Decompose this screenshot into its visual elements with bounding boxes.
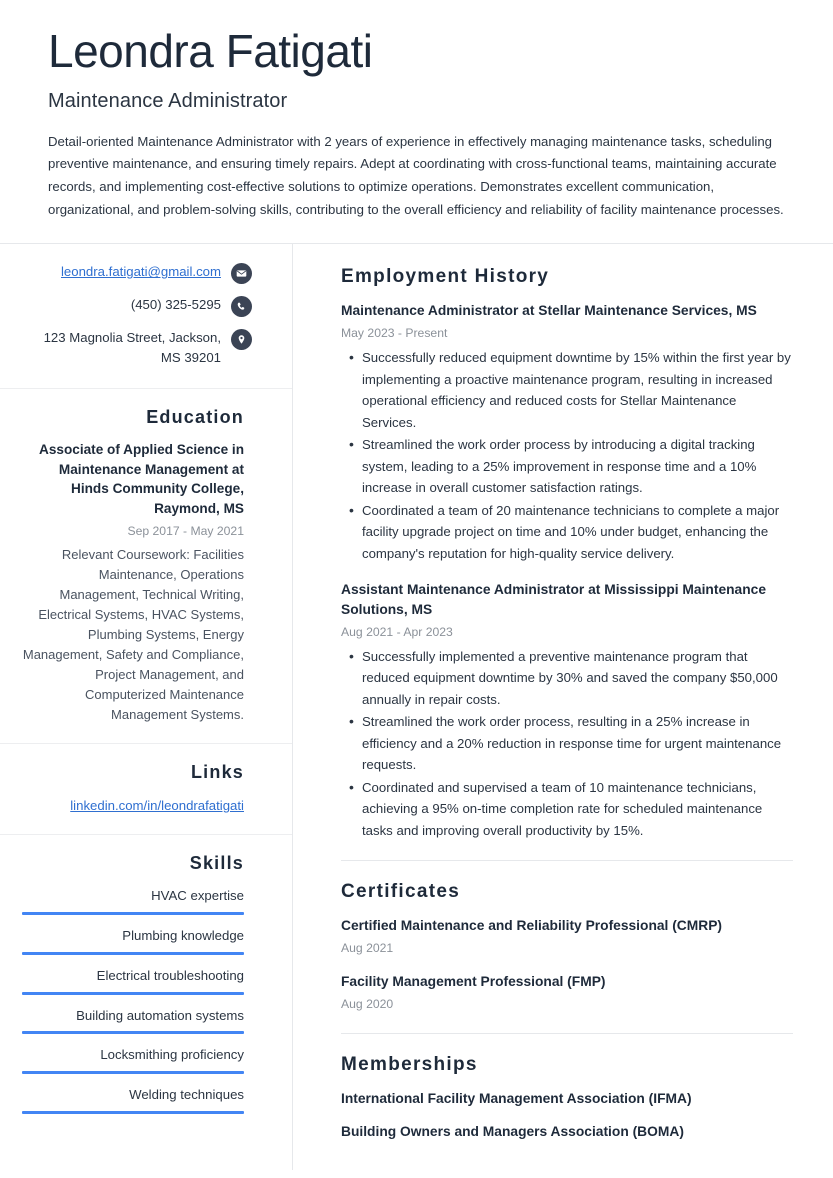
employment-bullets — [341, 646, 793, 842]
employment-title: Assistant Maintenance Administrator at Mississippi Maintenance Solutions, MS — [341, 582, 766, 617]
skill-item — [22, 966, 244, 995]
employment-dates: Aug 2021 - Apr 2023 — [341, 624, 453, 639]
certificate-dates: Aug 2021 — [341, 941, 394, 956]
employment-title: Maintenance Administrator at Stellar Maintenance Services, MS — [341, 303, 757, 319]
skill-name: HVAC expertise — [151, 888, 244, 904]
contact-phone-row[interactable] — [22, 295, 252, 317]
link-item-linkedin[interactable]: linkedin.com/in/leondrafatigati — [70, 798, 244, 814]
skill-name: Plumbing knowledge — [122, 928, 244, 944]
contact-block — [0, 244, 292, 388]
phone-value: (450) 325-5295 — [130, 297, 221, 313]
skill-name: Welding techniques — [129, 1087, 244, 1103]
employment-heading: Employment History — [341, 266, 550, 288]
skill-level-bar — [22, 1111, 244, 1114]
certificate-entry — [341, 916, 793, 957]
bullet-item: • Streamlined the work order process, resulting in a 25% increase in efficiency and a 20% reduction in response time for urgent maintenance requests. — [362, 711, 793, 776]
skills-section — [0, 835, 292, 1134]
bullet-item: • Successfully implemented a preventive maintenance program that reduced equipment downtime by 30% and saved the company $50,000 annually in repair costs. — [362, 646, 793, 711]
bullet-item: • Coordinated a team of 20 maintenance technicians to complete a major facility upgrade project on time and 10% under budget, enhancing the company's reputation for high-quality service delivery. — [362, 500, 793, 565]
skill-item — [22, 926, 244, 955]
job-title: Maintenance Administrator — [48, 89, 288, 112]
education-entry — [22, 440, 244, 725]
skill-item — [22, 1006, 244, 1035]
employment-entry — [341, 301, 793, 564]
education-section — [0, 389, 292, 743]
skill-level-bar — [22, 952, 244, 955]
education-heading: Education — [146, 406, 244, 427]
skill-level-bar — [22, 1031, 244, 1034]
envelope-icon — [231, 263, 252, 284]
skill-level-bar — [22, 992, 244, 995]
main-column — [293, 244, 833, 1170]
memberships-heading: Memberships — [341, 1054, 478, 1076]
bullet-item: • Streamlined the work order process by introducing a digital tracking system, leading to a 25% improvement in response time and a 10% increase in overall customer satisfaction ratings. — [362, 434, 793, 499]
certificates-section — [341, 861, 793, 1033]
page-title: Leondra Fatigati — [48, 25, 373, 77]
bullet-item: • Successfully reduced equipment downtime by 15% within the first year by implementing a proactive maintenance program, resulting in increased operational efficiency and reduced costs for Stellar Maintenance Services. — [362, 347, 793, 433]
skill-item — [22, 1085, 244, 1114]
sidebar — [0, 244, 293, 1170]
links-heading: Links — [190, 762, 244, 783]
professional-summary: Detail-oriented Maintenance Administrator with 2 years of experience in effectively managing maintenance tasks, scheduling preventive maintenance, and ensuring timely repairs. Adept at coordinating with cross-functional teams, maintaining accurate records, and implementing cost-effective solutions to optimize operations. Demonstrates excellent communication, organizational, and problem-solving skills, contributing to the overall efficiency and reliability of facility maintenance processes. — [48, 133, 784, 217]
membership-entry: International Facility Management Association (IFMA) — [341, 1091, 692, 1107]
resume-body — [0, 244, 833, 1170]
certificate-title: Certified Maintenance and Reliability Professional (CMRP) — [341, 918, 723, 934]
bullet-item: • Coordinated and supervised a team of 10 maintenance technicians, achieving a 95% on-time completion rate for scheduled maintenance tasks and improving overall productivity by 15%. — [362, 777, 793, 842]
memberships-section — [341, 1034, 793, 1160]
education-dates: Sep 2017 - May 2021 — [127, 523, 244, 538]
location-pin-icon — [231, 329, 252, 350]
contact-email-row[interactable] — [22, 262, 252, 284]
phone-icon — [231, 296, 252, 317]
employment-entry — [341, 580, 793, 841]
skill-level-bar — [22, 1071, 244, 1074]
certificate-dates: Aug 2020 — [341, 996, 394, 1011]
contact-address-row — [22, 328, 252, 368]
skill-item — [22, 886, 244, 915]
skill-item — [22, 1045, 244, 1074]
skill-name: Building automation systems — [76, 1007, 244, 1023]
email-value[interactable]: leondra.fatigati@gmail.com — [61, 264, 221, 280]
skills-list — [22, 886, 244, 1114]
address-value: 123 Magnolia Street, Jackson, MS 39201 — [43, 330, 221, 366]
employment-bullets — [341, 347, 793, 564]
employment-section — [341, 244, 793, 860]
education-description: Relevant Coursework: Facilities Maintenance, Operations Management, Technical Writing, Electrical Systems, HVAC Systems, Plumbing Systems, Energy Management, Safety and Compliance, Project Management, and Computerized Maintenance Management Systems. — [22, 547, 244, 723]
skill-name: Electrical troubleshooting — [96, 967, 244, 983]
skill-name: Locksmithing proficiency — [100, 1047, 244, 1063]
membership-entry: Building Owners and Managers Association (BOMA) — [341, 1124, 684, 1140]
resume-header — [0, 0, 833, 243]
certificate-title: Facility Management Professional (FMP) — [341, 974, 606, 990]
skill-level-bar — [22, 912, 244, 915]
skills-heading: Skills — [189, 853, 244, 874]
employment-dates: May 2023 - Present — [341, 325, 448, 340]
certificates-heading: Certificates — [341, 881, 461, 903]
education-degree: Associate of Applied Science in Maintenance Management at Hinds Community College, Raymond, MS — [39, 441, 244, 517]
certificate-entry — [341, 972, 793, 1013]
links-section — [0, 744, 292, 834]
